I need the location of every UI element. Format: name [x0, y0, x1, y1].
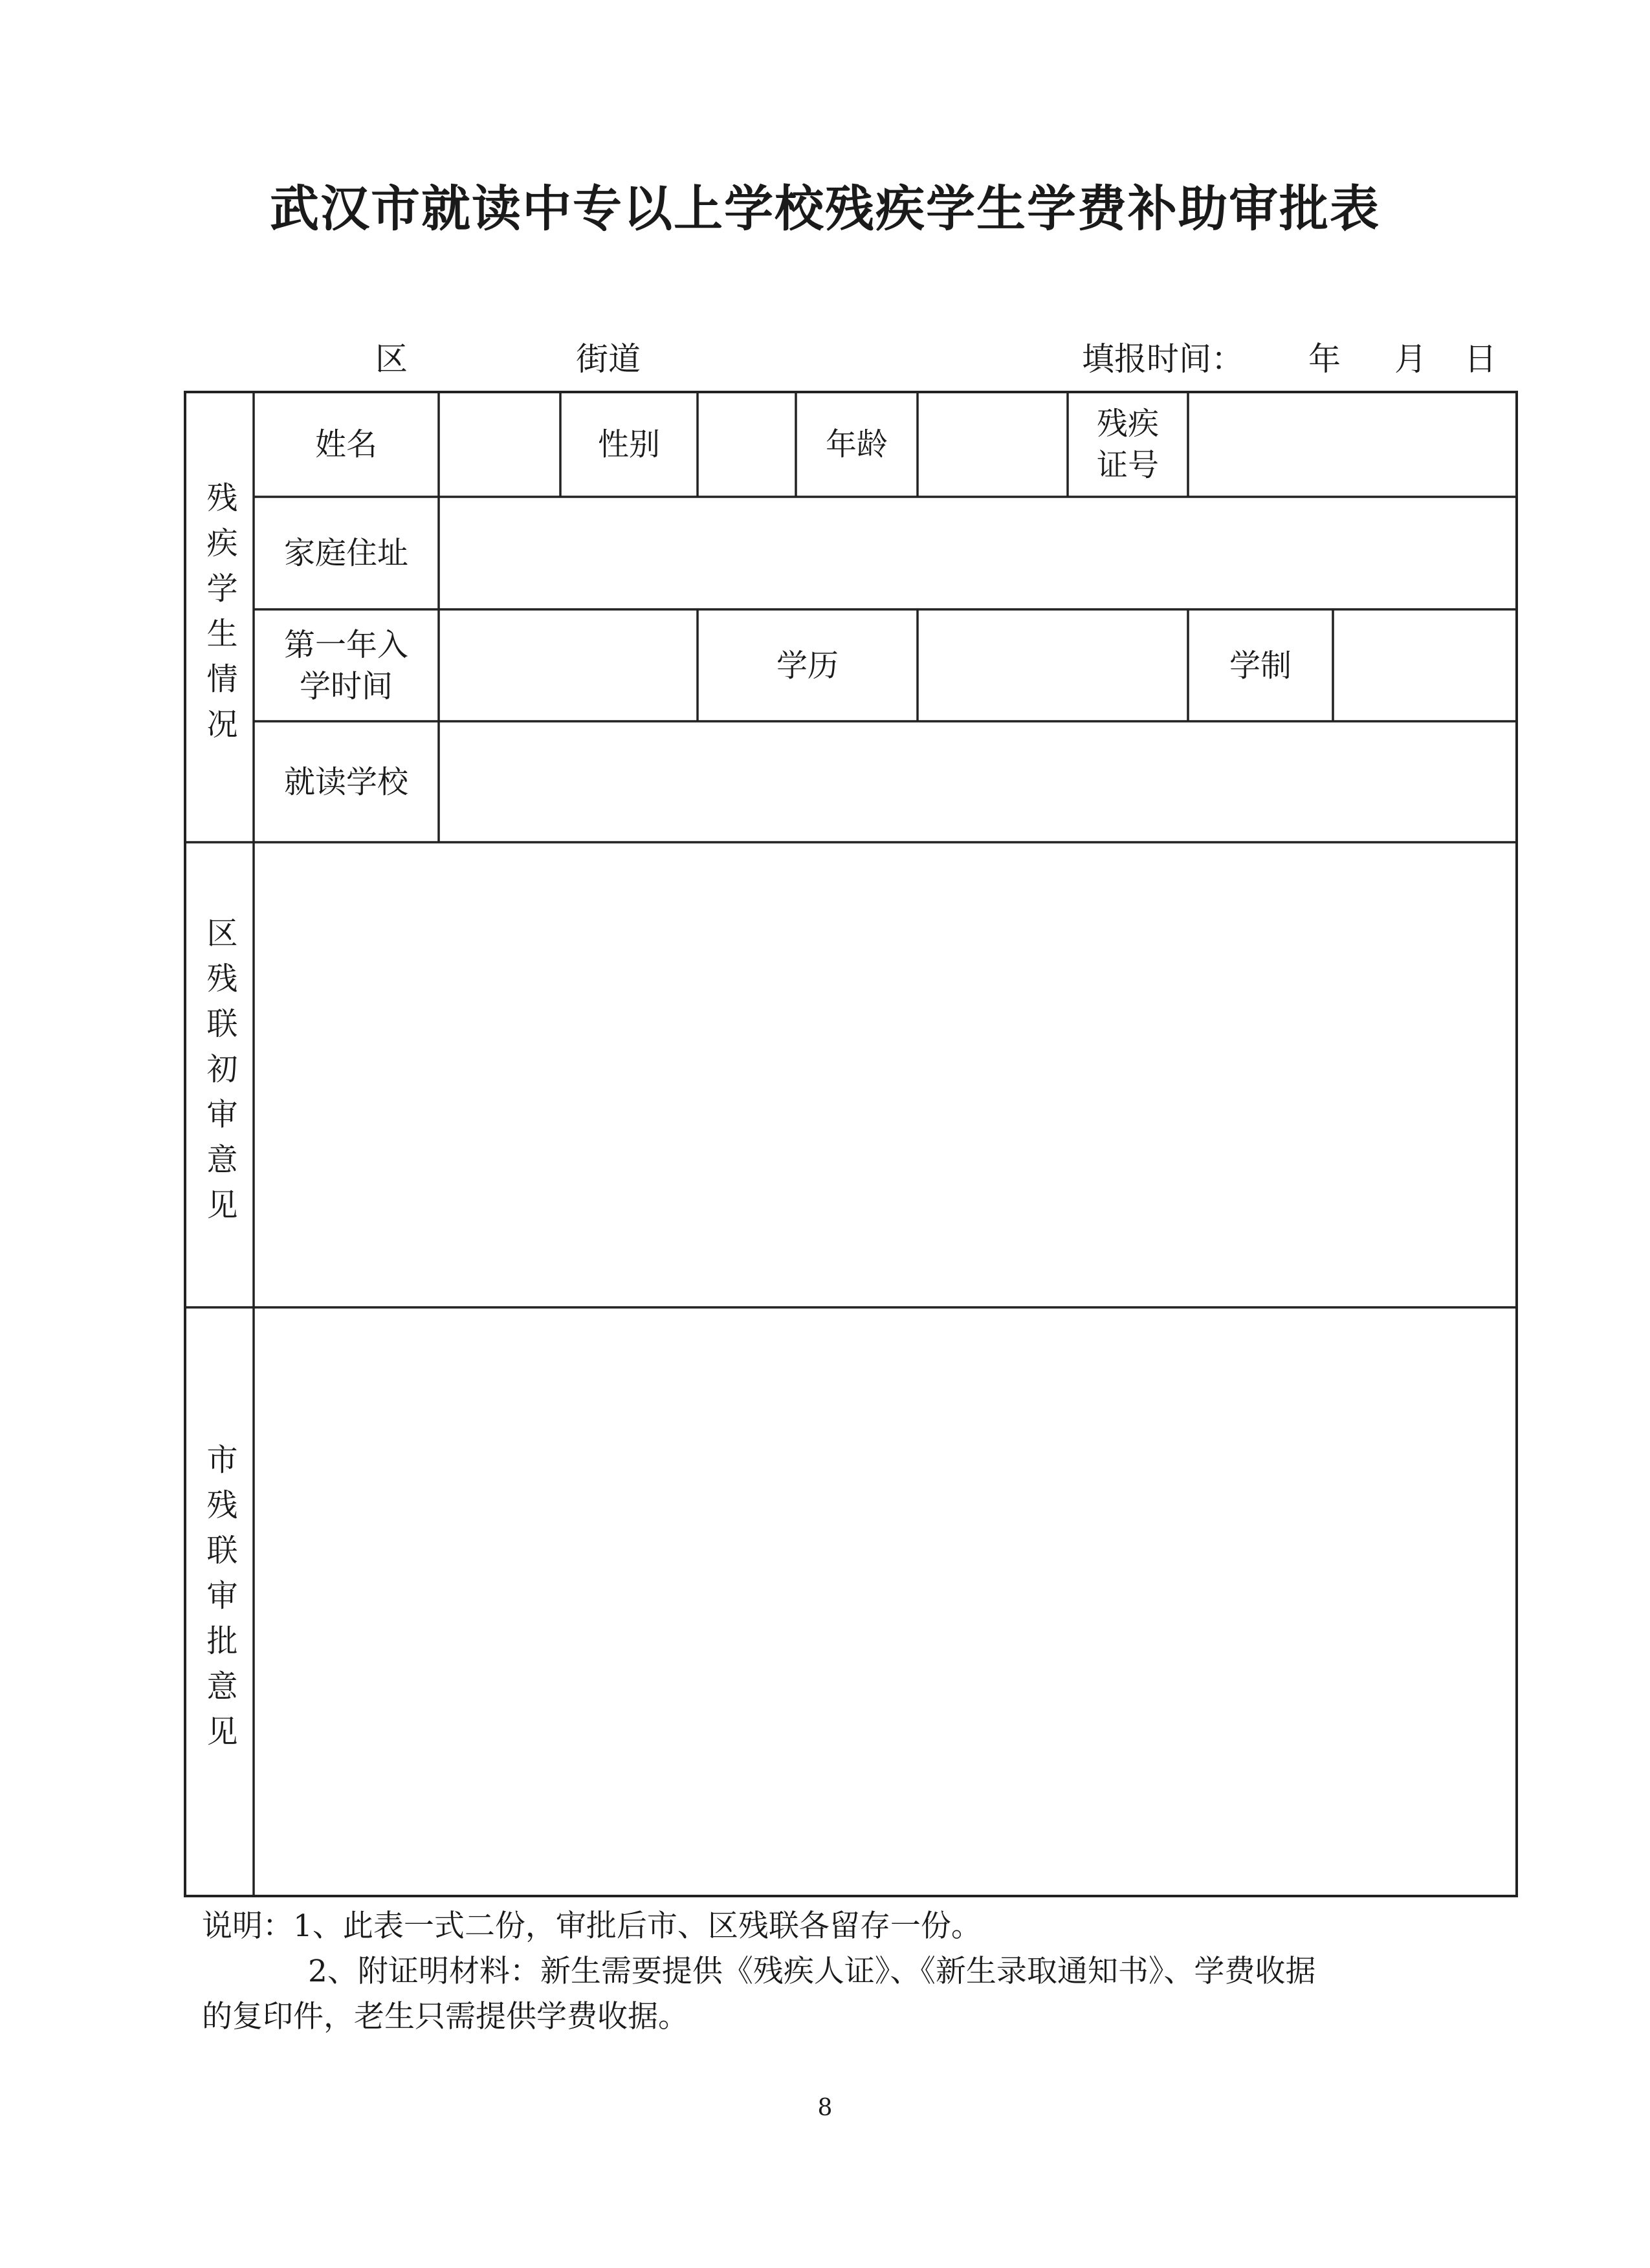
- address-field[interactable]: [439, 497, 1517, 609]
- section-student-info: [185, 392, 254, 842]
- section-district-review-text: 区残联初审意见: [201, 916, 237, 1234]
- section-city-approval: [185, 1307, 254, 1896]
- enroll-time-label: [254, 609, 439, 721]
- form-title: 武汉市就读中专以上学校残疾学生学费补助审批表: [270, 180, 1380, 237]
- day-label: 日: [1464, 340, 1497, 378]
- enroll-time-field[interactable]: [439, 609, 698, 721]
- duration-field[interactable]: [1333, 609, 1517, 721]
- school-label: 就读学校: [283, 763, 408, 800]
- city-approval-field[interactable]: [254, 1307, 1517, 1896]
- duration-label: 学制: [1229, 647, 1292, 684]
- name-label: 姓名: [314, 426, 377, 463]
- enroll-time-label-line2: 学时间: [299, 668, 393, 704]
- section-student-info-text: 残疾学生情况: [201, 481, 237, 753]
- page-number: 8: [817, 2095, 833, 2121]
- district-label: 区: [375, 340, 408, 378]
- street-label: 街道: [576, 340, 641, 378]
- disability-id-label-line1: 残疾: [1096, 406, 1159, 442]
- enroll-time-label-line1: 第一年入: [283, 626, 408, 663]
- disability-id-label: [1068, 392, 1188, 497]
- disability-id-label-line2: 证号: [1096, 447, 1159, 483]
- district-review-field[interactable]: [254, 842, 1517, 1307]
- section-city-approval-text: 市残联审批意见: [201, 1443, 237, 1760]
- gender-field[interactable]: [698, 392, 796, 497]
- gender-label: 性别: [597, 426, 660, 463]
- school-field[interactable]: [439, 721, 1517, 842]
- education-label: 学历: [776, 647, 839, 684]
- disability-id-field[interactable]: [1188, 392, 1517, 497]
- note-line-2: 2、附证明材料：新生需要提供《残疾人证》、《新生录取通知书》、学费收据: [308, 1954, 1316, 1989]
- name-field[interactable]: [439, 392, 560, 497]
- fill-time-label: 填报时间：: [1082, 340, 1244, 378]
- section-district-review: [185, 842, 254, 1307]
- note-line-1: 说明：1、此表一式二份，审批后市、区残联各留存一份。: [202, 1908, 982, 1944]
- address-label: 家庭住址: [283, 535, 408, 571]
- education-field[interactable]: [918, 609, 1188, 721]
- age-field[interactable]: [918, 392, 1068, 497]
- month-label: 月: [1394, 340, 1427, 378]
- note-line-3: 的复印件，老生只需提供学费收据。: [202, 1999, 688, 2034]
- year-label: 年: [1308, 340, 1341, 378]
- age-label: 年龄: [825, 426, 888, 463]
